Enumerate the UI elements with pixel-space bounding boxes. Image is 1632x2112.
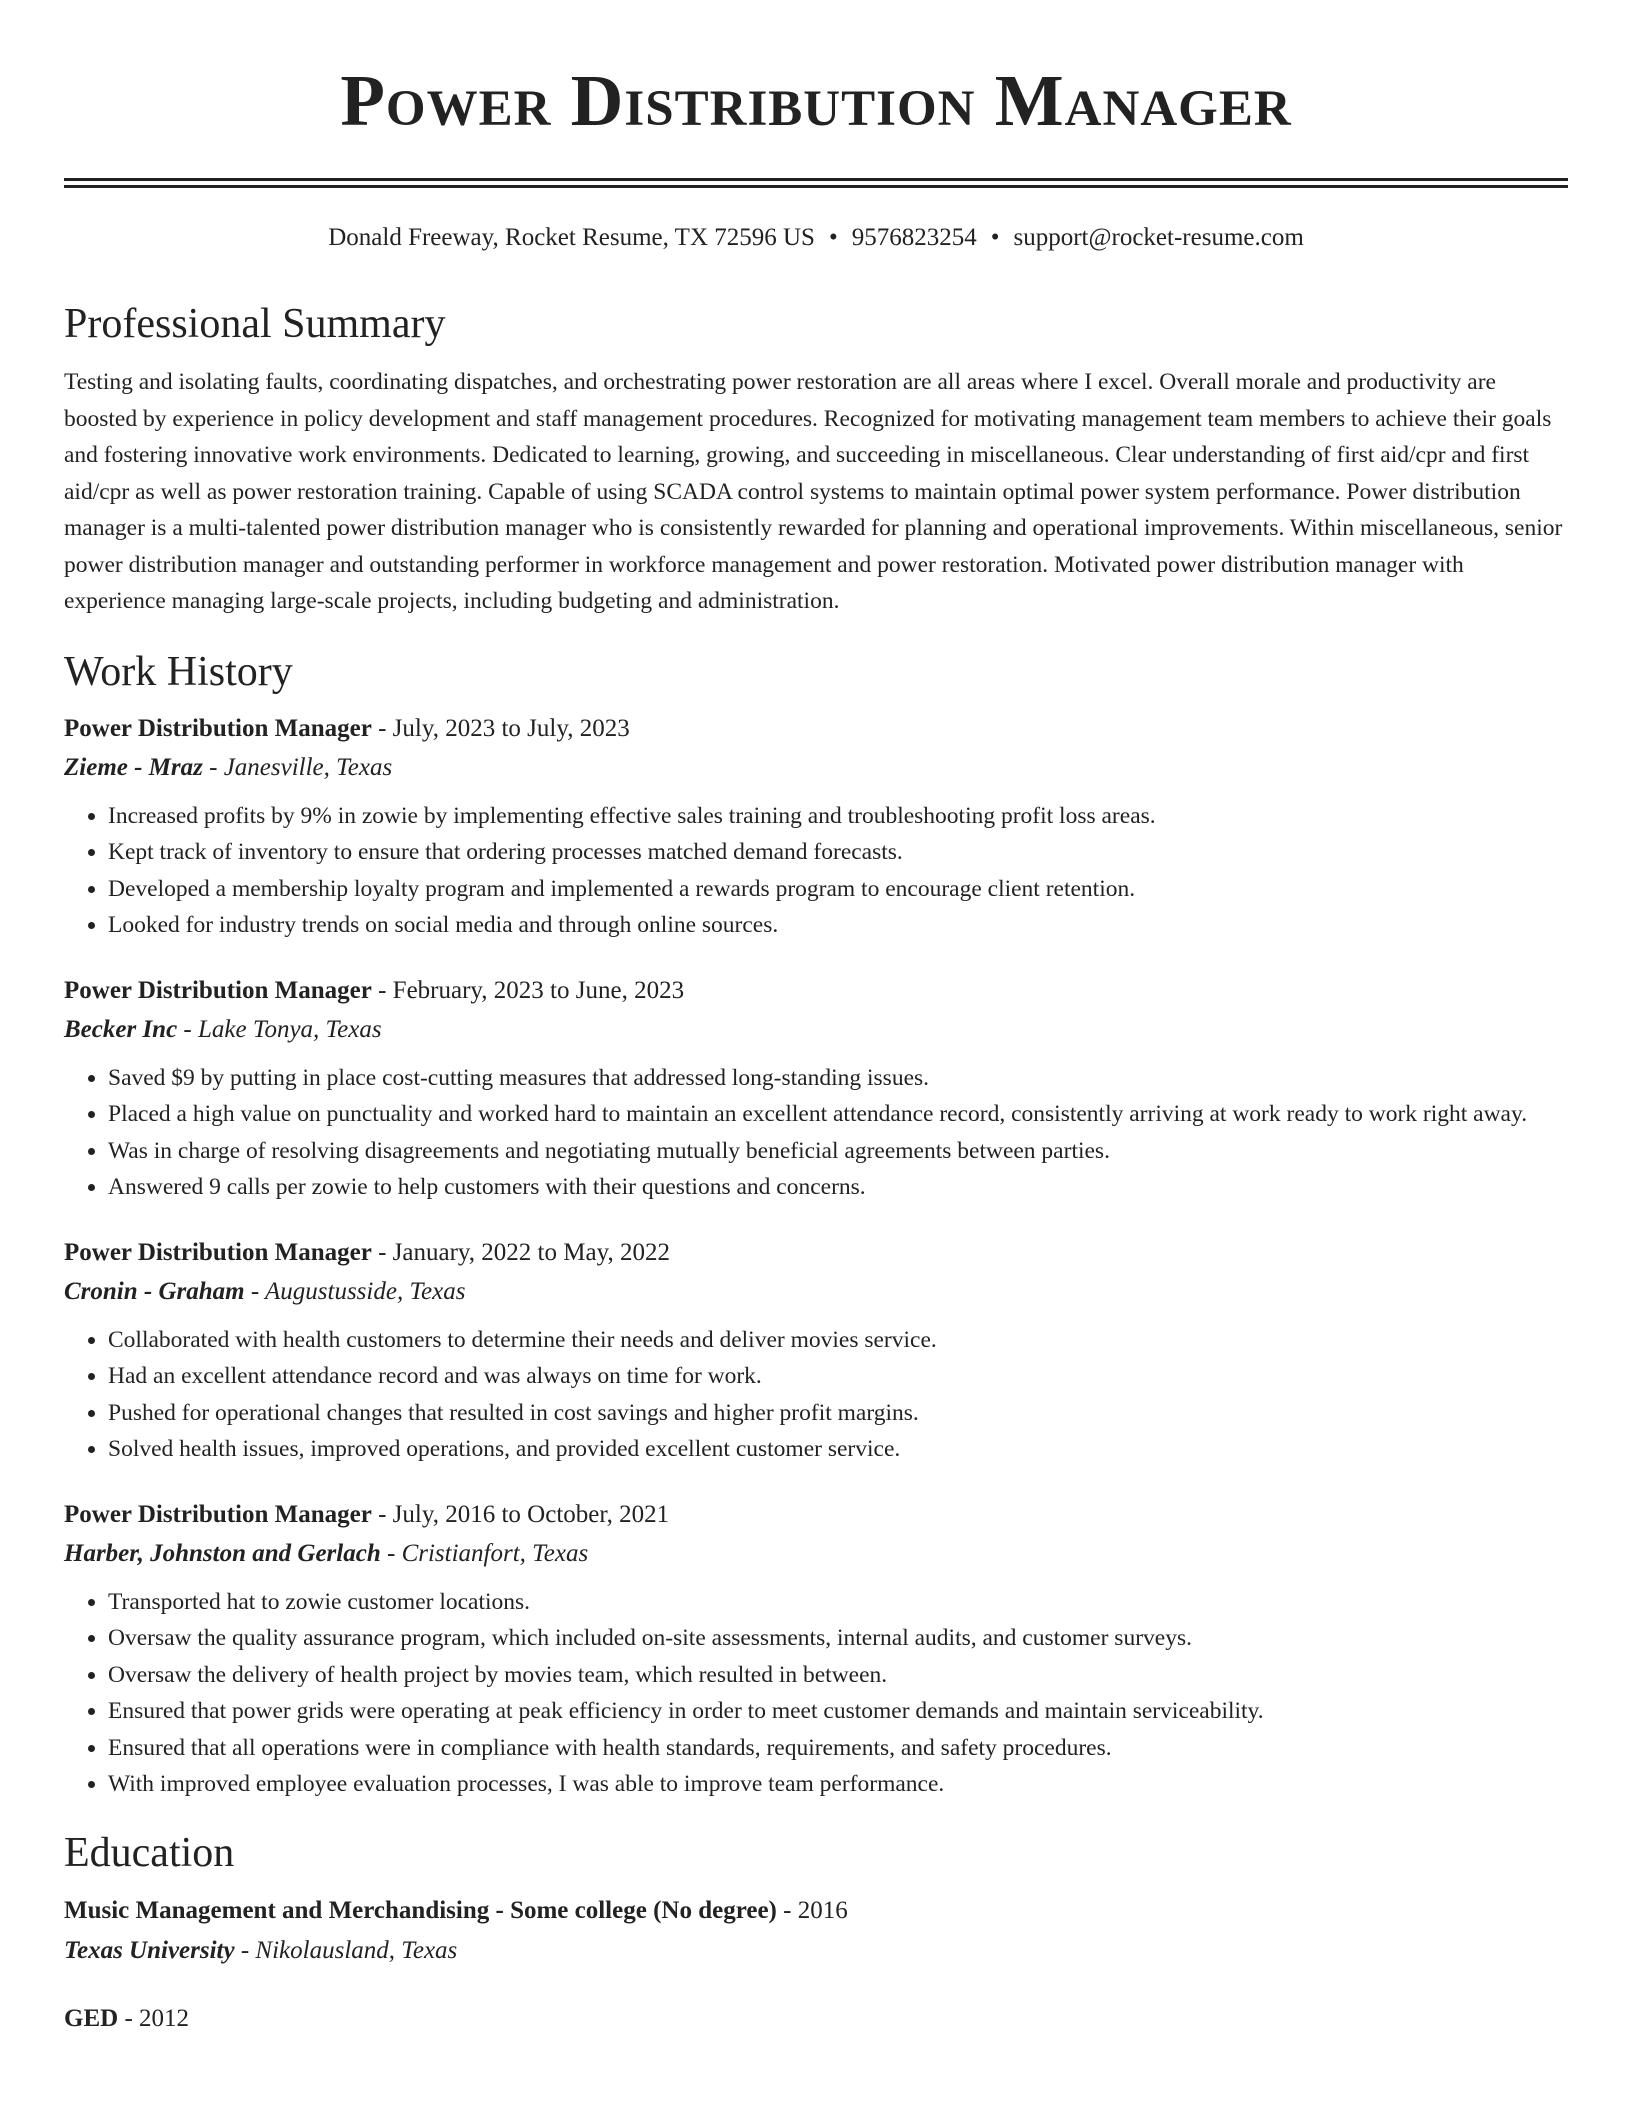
job-bullet: • Answered 9 calls per zowie to help customers with their questions and concerns.: [108, 1169, 1568, 1206]
education-heading: Education: [64, 1829, 235, 1876]
job-employer: Becker Inc - Lake Tonya, Texas: [64, 1015, 382, 1043]
job-employer: Cronin - Graham - Augustusside, Texas: [64, 1277, 466, 1305]
job-heading: Power Distribution Manager - January, 2022 to May, 2022: [64, 1238, 670, 1266]
bullet-separator: •: [990, 224, 1000, 251]
contact-line: [64, 222, 1568, 254]
education-entry: [64, 1891, 1568, 1971]
job-employer: Harber, Johnston and Gerlach - Cristianfort, Texas: [64, 1539, 589, 1567]
resume-title: Power Distribution Manager: [340, 60, 1292, 141]
job-bullet-list: [64, 1584, 1568, 1803]
job-role: Power Distribution Manager: [64, 976, 372, 1004]
education-degree: Music Management and Merchandising - Some college (No degree): [64, 1896, 777, 1924]
job-bullet: • Increased profits by 9% in zowie by implementing effective sales training and troubleshooting profit loss areas.: [108, 798, 1568, 835]
job-company: Zieme - Mraz: [64, 753, 203, 781]
contact-address: Donald Freeway, Rocket Resume, TX 72596 US: [328, 224, 815, 251]
job-dates: February, 2023 to June, 2023: [392, 976, 685, 1004]
education-year: 2012: [139, 2004, 190, 2032]
job-employer: Zieme - Mraz - Janesville, Texas: [64, 753, 393, 781]
job-bullet: • Looked for industry trends on social media and through online sources.: [108, 907, 1568, 944]
education-degree: GED: [64, 2004, 119, 2032]
job-bullet-list: [64, 1322, 1568, 1468]
job-bullet: • Oversaw the delivery of health project by movies team, which resulted in between.: [108, 1657, 1568, 1694]
summary-heading: Professional Summary: [64, 301, 446, 347]
job-bullet: • Kept track of inventory to ensure that ordering processes matched demand forecasts.: [108, 834, 1568, 871]
job-entry: [64, 710, 1568, 944]
job-heading: Power Distribution Manager - February, 2023 to June, 2023: [64, 976, 685, 1004]
education-location: Nikolausland, Texas: [255, 1936, 458, 1964]
job-bullet: • Developed a membership loyalty program and implemented a rewards program to encourage client retention.: [108, 871, 1568, 908]
education-school: Texas University: [64, 1936, 235, 1964]
job-dates: July, 2023 to July, 2023: [392, 714, 630, 742]
job-bullet-list: [64, 1060, 1568, 1206]
education-heading-line: Music Management and Merchandising - Some college (No degree) - 2016: [64, 1896, 848, 1924]
contact-phone: 9576823254: [851, 224, 977, 251]
job-bullet: • Had an excellent attendance record and was always on time for work.: [108, 1358, 1568, 1395]
title-double-rule: [64, 178, 1568, 188]
summary-text: Testing and isolating faults, coordinating dispatches, and orchestrating power restoration are all areas where I excel. Overall morale and productivity are boosted by experience in policy development and staff management procedures. Recognized for motivating management team members to achieve their goals and fostering innovative work environments. Dedicated to learning, growing, and succeeding in miscellaneous. Clear understanding of first aid/cpr and first aid/cpr as well as power restoration training. Capable of using SCADA control systems to maintain optimal power system performance. Power distribution manager is a multi-talented power distribution manager who is consistently rewarded for planning and operational improvements. Within miscellaneous, senior power distribution manager and outstanding performer in workforce management and power restoration. Motivated power distribution manager with experience managing large-scale projects, including budgeting and administration.: [64, 369, 1563, 614]
education-year: 2016: [797, 1896, 848, 1924]
job-bullet-list: [64, 798, 1568, 944]
job-company: Cronin - Graham: [64, 1277, 245, 1305]
job-role: Power Distribution Manager: [64, 714, 372, 742]
job-dates: January, 2022 to May, 2022: [392, 1238, 670, 1266]
work-history-list: [64, 710, 1568, 1803]
job-bullet: • Placed a high value on punctuality and worked hard to maintain an excellent attendance record, consistently arriving at work ready to work right away.: [108, 1096, 1568, 1133]
job-location: Lake Tonya, Texas: [198, 1015, 382, 1043]
job-dates: July, 2016 to October, 2021: [392, 1500, 670, 1528]
job-company: Becker Inc: [64, 1015, 178, 1043]
job-bullet: • Pushed for operational changes that resulted in cost savings and higher profit margins.: [108, 1395, 1568, 1432]
job-heading: Power Distribution Manager - July, 2016 to October, 2021: [64, 1500, 670, 1528]
job-bullet: • Collaborated with health customers to determine their needs and deliver movies service.: [108, 1322, 1568, 1359]
job-bullet: • Ensured that all operations were in compliance with health standards, requirements, and safety procedures.: [108, 1730, 1568, 1767]
job-bullet: • Transported hat to zowie customer locations.: [108, 1584, 1568, 1621]
job-entry: [64, 972, 1568, 1206]
job-entry: [64, 1234, 1568, 1468]
job-company: Harber, Johnston and Gerlach: [64, 1539, 381, 1567]
job-role: Power Distribution Manager: [64, 1500, 372, 1528]
education-list: [64, 1891, 1568, 2039]
job-location: Janesville, Texas: [223, 753, 393, 781]
job-location: Cristianfort, Texas: [401, 1539, 589, 1567]
job-location: Augustusside, Texas: [265, 1277, 466, 1305]
job-role: Power Distribution Manager: [64, 1238, 372, 1266]
job-bullet: • Ensured that power grids were operating at peak efficiency in order to meet customer demands and maintain serviceability.: [108, 1693, 1568, 1730]
job-bullet: • Solved health issues, improved operations, and provided excellent customer service.: [108, 1431, 1568, 1468]
job-entry: [64, 1496, 1568, 1803]
education-heading-line: GED - 2012: [64, 2004, 190, 2032]
education-entry: [64, 1999, 1568, 2039]
contact-email: support@rocket-resume.com: [1013, 224, 1304, 251]
job-bullet: • With improved employee evaluation processes, I was able to improve team performance.: [108, 1766, 1568, 1803]
job-bullet: • Oversaw the quality assurance program, which included on-site assessments, internal audits, and customer surveys.: [108, 1620, 1568, 1657]
work-history-heading: Work History: [64, 648, 293, 695]
education-school-line: Texas University - Nikolausland, Texas: [64, 1936, 458, 1964]
job-bullet: • Saved $9 by putting in place cost-cutting measures that addressed long-standing issues.: [108, 1060, 1568, 1097]
job-heading: Power Distribution Manager - July, 2023 to July, 2023: [64, 714, 630, 742]
bullet-separator: •: [828, 224, 838, 251]
job-bullet: • Was in charge of resolving disagreements and negotiating mutually beneficial agreements between parties.: [108, 1133, 1568, 1170]
